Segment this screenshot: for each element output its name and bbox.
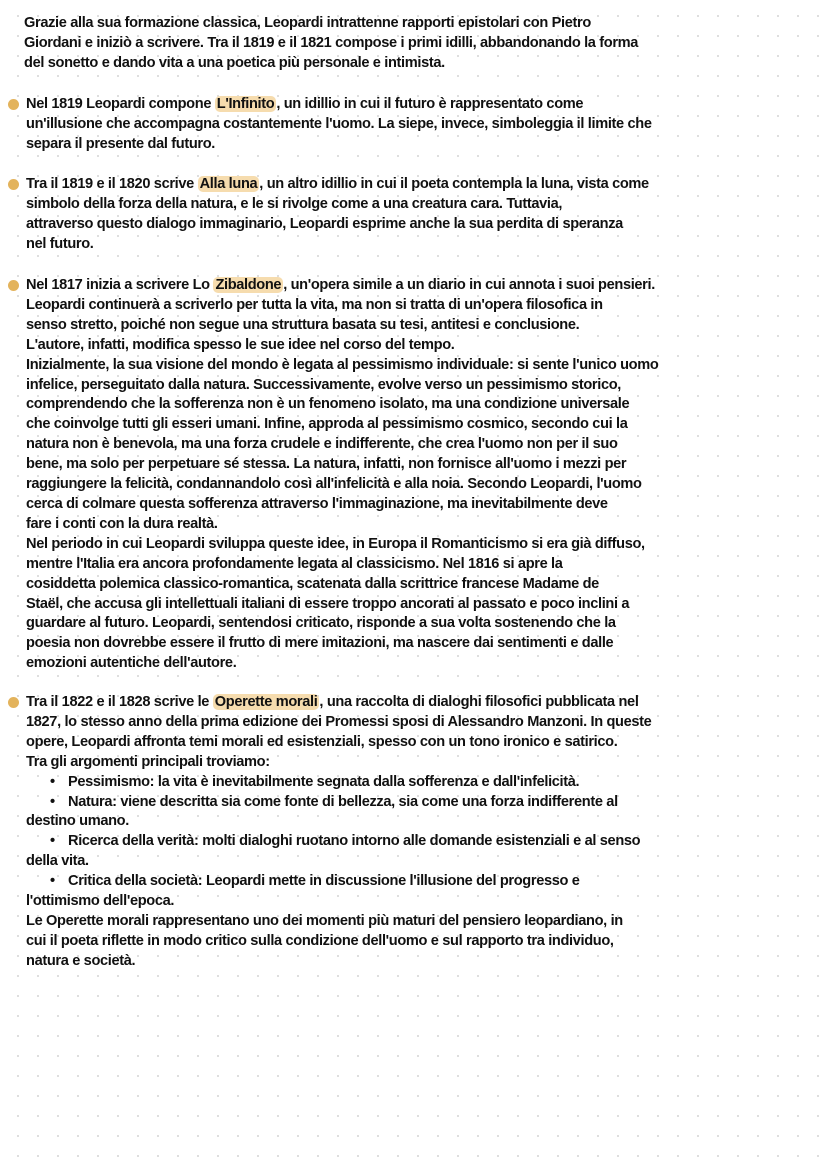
sub-bullet-text: Critica della società: Leopardi mette in discussione l'illusione del progresso e xyxy=(68,873,580,890)
text-line: raggiungere la felicità, condannandolo così all'infelicità e alla noia. Secondo Leopardi, l'uomo xyxy=(26,476,642,493)
text-line: L'autore, infatti, modifica spesso le sue idee nel corso del tempo. xyxy=(26,336,455,353)
text-line xyxy=(26,175,826,195)
text-line: un'illusione che accompagna costantemente l'uomo. La siepe, invece, simboleggia il limite che xyxy=(26,115,652,132)
text-segment: , un altro idillio in cui il poeta contempla la luna, vista come xyxy=(259,176,649,192)
text-line: nel futuro. xyxy=(26,235,94,252)
text-line: cerca di colmare questa sofferenza attraverso l'immaginazione, ma inevitabilmente deve xyxy=(26,495,608,512)
bullet-dot-icon xyxy=(8,280,19,291)
sub-bullet-icon: • xyxy=(50,773,55,790)
intro-paragraph xyxy=(24,14,824,74)
text-line: del sonetto e dando vita a una poetica più personale e intimista. xyxy=(24,54,445,71)
text-line: mentre l'Italia era ancora profondamente legata al classicismo. Nel 1816 si apre la xyxy=(26,555,563,572)
text-line: Giordani e iniziò a scrivere. Tra il 1819 e il 1821 compose i primi idilli, abbandonando la forma xyxy=(24,34,639,51)
sub-bullet-icon: • xyxy=(50,873,55,890)
text-line: comprendendo che la sofferenza non è un fenomeno isolato, ma una condizione universale xyxy=(26,396,630,413)
sub-bullet-icon: • xyxy=(50,793,55,810)
text-line xyxy=(26,276,826,296)
text-line xyxy=(26,693,826,713)
text-line: Leopardi continuerà a scriverlo per tutta la vita, ma non si tratta di un'opera filosofica in xyxy=(26,296,603,313)
bullet-infinito xyxy=(26,95,826,155)
text-line: senso stretto, poiché non segue una struttura basata su tesi, antitesi e conclusione. xyxy=(26,316,580,333)
text-line: Inizialmente, la sua visione del mondo è legata al pessimismo individuale: si sente l'unico uomo xyxy=(26,356,659,373)
highlighted-title: Alla luna xyxy=(199,176,258,192)
text-line: Le Operette morali rappresentano uno dei momenti più maturi del pensiero leopardiano, in xyxy=(26,912,623,929)
text-segment: , un idillio in cui il futuro è rappresentato come xyxy=(276,96,584,112)
bullet-alla-luna xyxy=(26,175,826,255)
text-line: emozioni autentiche dell'autore. xyxy=(26,655,237,672)
text-line: che coinvolge tutti gli esseri umani. Infine, approda al pessimismo cosmico, secondo cui la xyxy=(26,416,628,433)
sub-bullet-text: Natura: viene descritta sia come fonte di bellezza, sia come una forza indifferente al xyxy=(68,793,618,810)
bullet-zibaldone xyxy=(26,276,826,674)
sub-bullet-item xyxy=(26,872,826,892)
text-line: Tra gli argomenti principali troviamo: xyxy=(26,753,270,770)
text-line: cui il poeta riflette in modo critico sulla condizione dell'uomo e sul rapporto tra individuo, xyxy=(26,932,614,949)
text-line: simbolo della forza della natura, e le si rivolge come a una creatura cara. Tuttavia, xyxy=(26,195,563,212)
highlighted-title: Operette morali xyxy=(214,694,318,710)
text-line: natura non è benevola, ma una forza crudele e indifferente, che crea l'uomo non per il suo xyxy=(26,436,618,453)
bullet-operette-morali xyxy=(26,693,826,972)
text-segment: , un'opera simile a un diario in cui annota i suoi pensieri. xyxy=(283,277,655,293)
text-segment: Tra il 1819 e il 1820 scrive xyxy=(26,176,198,192)
text-line: della vita. xyxy=(26,853,89,870)
sub-bullet-text: Ricerca della verità: molti dialoghi ruotano intorno alle domande esistenziali e al senso xyxy=(68,833,641,850)
text-line: opere, Leopardi affronta temi morali ed esistenziali, spesso con un tono ironico e satirico. xyxy=(26,733,618,750)
text-line: guardare al futuro. Leopardi, sentendosi criticato, risponde a sua volta sostenendo che la xyxy=(26,615,616,632)
text-line: Grazie alla sua formazione classica, Leopardi intrattenne rapporti epistolari con Pietro xyxy=(24,15,591,31)
text-line: fare i conti con la dura realtà. xyxy=(26,515,218,532)
sub-bullet-text: Pessimismo: la vita è inevitabilmente segnata dalla sofferenza e dall'infelicità. xyxy=(68,773,580,790)
bullet-dot-icon xyxy=(8,179,19,190)
text-line: Nel periodo in cui Leopardi sviluppa queste idee, in Europa il Romanticismo si era già diffuso, xyxy=(26,535,645,552)
text-line: Staël, che accusa gli intellettuali italiani di essere troppo ancorati al passato e poco inclini a xyxy=(26,595,630,612)
text-segment: Nel 1817 inizia a scrivere Lo xyxy=(26,277,214,293)
sub-bullet-item xyxy=(26,832,826,852)
text-line: poesia non dovrebbe essere il frutto di mere imitazioni, ma nascere dai sentimenti e dalle xyxy=(26,635,614,652)
text-line: destino umano. xyxy=(26,813,129,830)
sub-bullet-item xyxy=(26,773,826,793)
sub-bullet-item xyxy=(26,793,826,813)
text-line: cosiddetta polemica classico-romantica, scatenata dalla scrittrice francese Madame de xyxy=(26,575,599,592)
sub-bullet-icon: • xyxy=(50,833,55,850)
text-line xyxy=(26,95,826,115)
bullet-dot-icon xyxy=(8,99,19,110)
text-line: infelice, perseguitato dalla natura. Successivamente, evolve verso un pessimismo storico, xyxy=(26,376,621,393)
bullet-dot-icon xyxy=(8,697,19,708)
text-line: attraverso questo dialogo immaginario, Leopardi esprime anche la sua perdita di speranza xyxy=(26,215,623,232)
text-line: separa il presente dal futuro. xyxy=(26,135,216,152)
text-segment: , una raccolta di dialoghi filosofici pubblicata nel xyxy=(319,694,639,710)
text-line: bene, ma solo per perpetuare sé stessa. La natura, infatti, non fornisce all'uomo i mezzi per xyxy=(26,456,627,473)
text-segment: Tra il 1822 e il 1828 scrive le xyxy=(26,694,213,710)
highlighted-title: Zibaldone xyxy=(215,277,282,293)
text-line: l'ottimismo dell'epoca. xyxy=(26,893,175,910)
text-segment: Nel 1819 Leopardi compone xyxy=(26,96,215,112)
highlighted-title: L'Infinito xyxy=(216,96,275,112)
text-line: natura e società. xyxy=(26,952,136,969)
text-line: 1827, lo stesso anno della prima edizione dei Promessi sposi di Alessandro Manzoni. In queste xyxy=(26,713,652,730)
